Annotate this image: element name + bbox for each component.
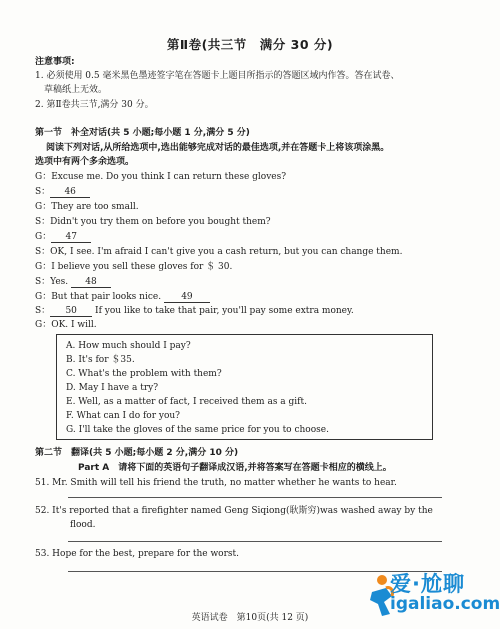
question-53: 53. Hope for the best, prepare for the worst. [35, 549, 239, 559]
option-e: E. Well, as a matter of fact, I received them as a gift. [66, 397, 307, 407]
section1-instruction-1: 阅读下列对话,从所给选项中,选出能够完成对话的最佳选项,并在答题卡上将该项涂黑。 [46, 143, 390, 153]
blank-50: 50 [50, 306, 92, 317]
question-52-line-1: 52. It's reported that a firefighter named Geng Siqiong(耿斯穷)was washed away by the [35, 506, 433, 516]
question-52-line-2: flood. [70, 520, 96, 530]
watermark-title: 爱·尬聊 [390, 572, 465, 596]
dialogue-line-g4: G：I believe you sell these gloves for ＄ 30. [35, 262, 233, 272]
dialogue-line-g3: G： 47 [35, 232, 91, 243]
watermark-url: igaliao.com [390, 594, 500, 614]
dialogue-line-s4: S：Yes. 48 [35, 277, 111, 288]
answer-line-52 [68, 541, 442, 542]
answer-line-51 [68, 497, 442, 498]
dialogue-line-s5: S： 50 If you like to take that pair, you'll pay some extra money. [35, 306, 354, 316]
section2-heading: 第二节 翻译(共 5 小题;每小题 2 分,满分 10 分) [35, 448, 239, 458]
section1-instruction-2: 选项中有两个多余选项。 [35, 157, 135, 167]
dialogue-line-s2: S：Didn't you try them on before you bought them? [35, 217, 271, 227]
part-a-instruction: Part A 请将下面的英语句子翻译成汉语,并将答案写在答题卡相应的横线上。 [78, 463, 392, 473]
option-b: B. It's for ＄35. [66, 355, 135, 365]
blank-47: 47 [51, 232, 91, 243]
page-footer: 英语试卷 第10页(共 12 页) [191, 613, 309, 623]
notice-item-2: 2. 第Ⅱ卷共三节,满分 30 分。 [35, 100, 154, 110]
dialogue-line-g6: G：OK. I will. [35, 320, 97, 330]
notice-heading: 注意事项: [35, 57, 75, 67]
dialogue-line-g5: G：But that pair looks nice. 49 [35, 292, 210, 303]
dialogue-line-s3: S：OK, I see. I'm afraid I can't give you a cash return, but you can change them. [35, 247, 403, 257]
blank-46: 46 [50, 187, 90, 198]
blank-49: 49 [164, 292, 210, 303]
section1-heading: 第一节 补全对话(共 5 小题;每小题 1 分,满分 5 分) [35, 128, 250, 138]
blank-48: 48 [71, 277, 111, 288]
option-g: G. I'll take the gloves of the same price for you to choose. [66, 425, 329, 435]
option-a: A. How much should I pay? [66, 341, 191, 351]
notice-item-1-line-1: 1. 必须使用 0.5 毫米黑色墨迹签字笔在答题卡上题目所指示的答题区域内作答。答在试卷、 [35, 71, 400, 81]
page-title: 第Ⅱ卷(共三节 满分 30 分) [166, 37, 334, 52]
dialogue-line-s1: S： 46 [35, 187, 90, 198]
dialogue-line-g1: G：Excuse me. Do you think I can return these gloves? [35, 172, 287, 182]
option-d: D. May I have a try? [66, 383, 159, 393]
option-f: F. What can I do for you? [66, 411, 181, 421]
dialogue-line-g2: G：They are too small. [35, 202, 139, 212]
notice-item-1-line-2: 草稿纸上无效。 [44, 85, 108, 95]
option-c: C. What's the problem with them? [66, 369, 222, 379]
question-51: 51. Mr. Smith will tell his friend the truth, no matter whether he wants to hear. [35, 478, 397, 488]
